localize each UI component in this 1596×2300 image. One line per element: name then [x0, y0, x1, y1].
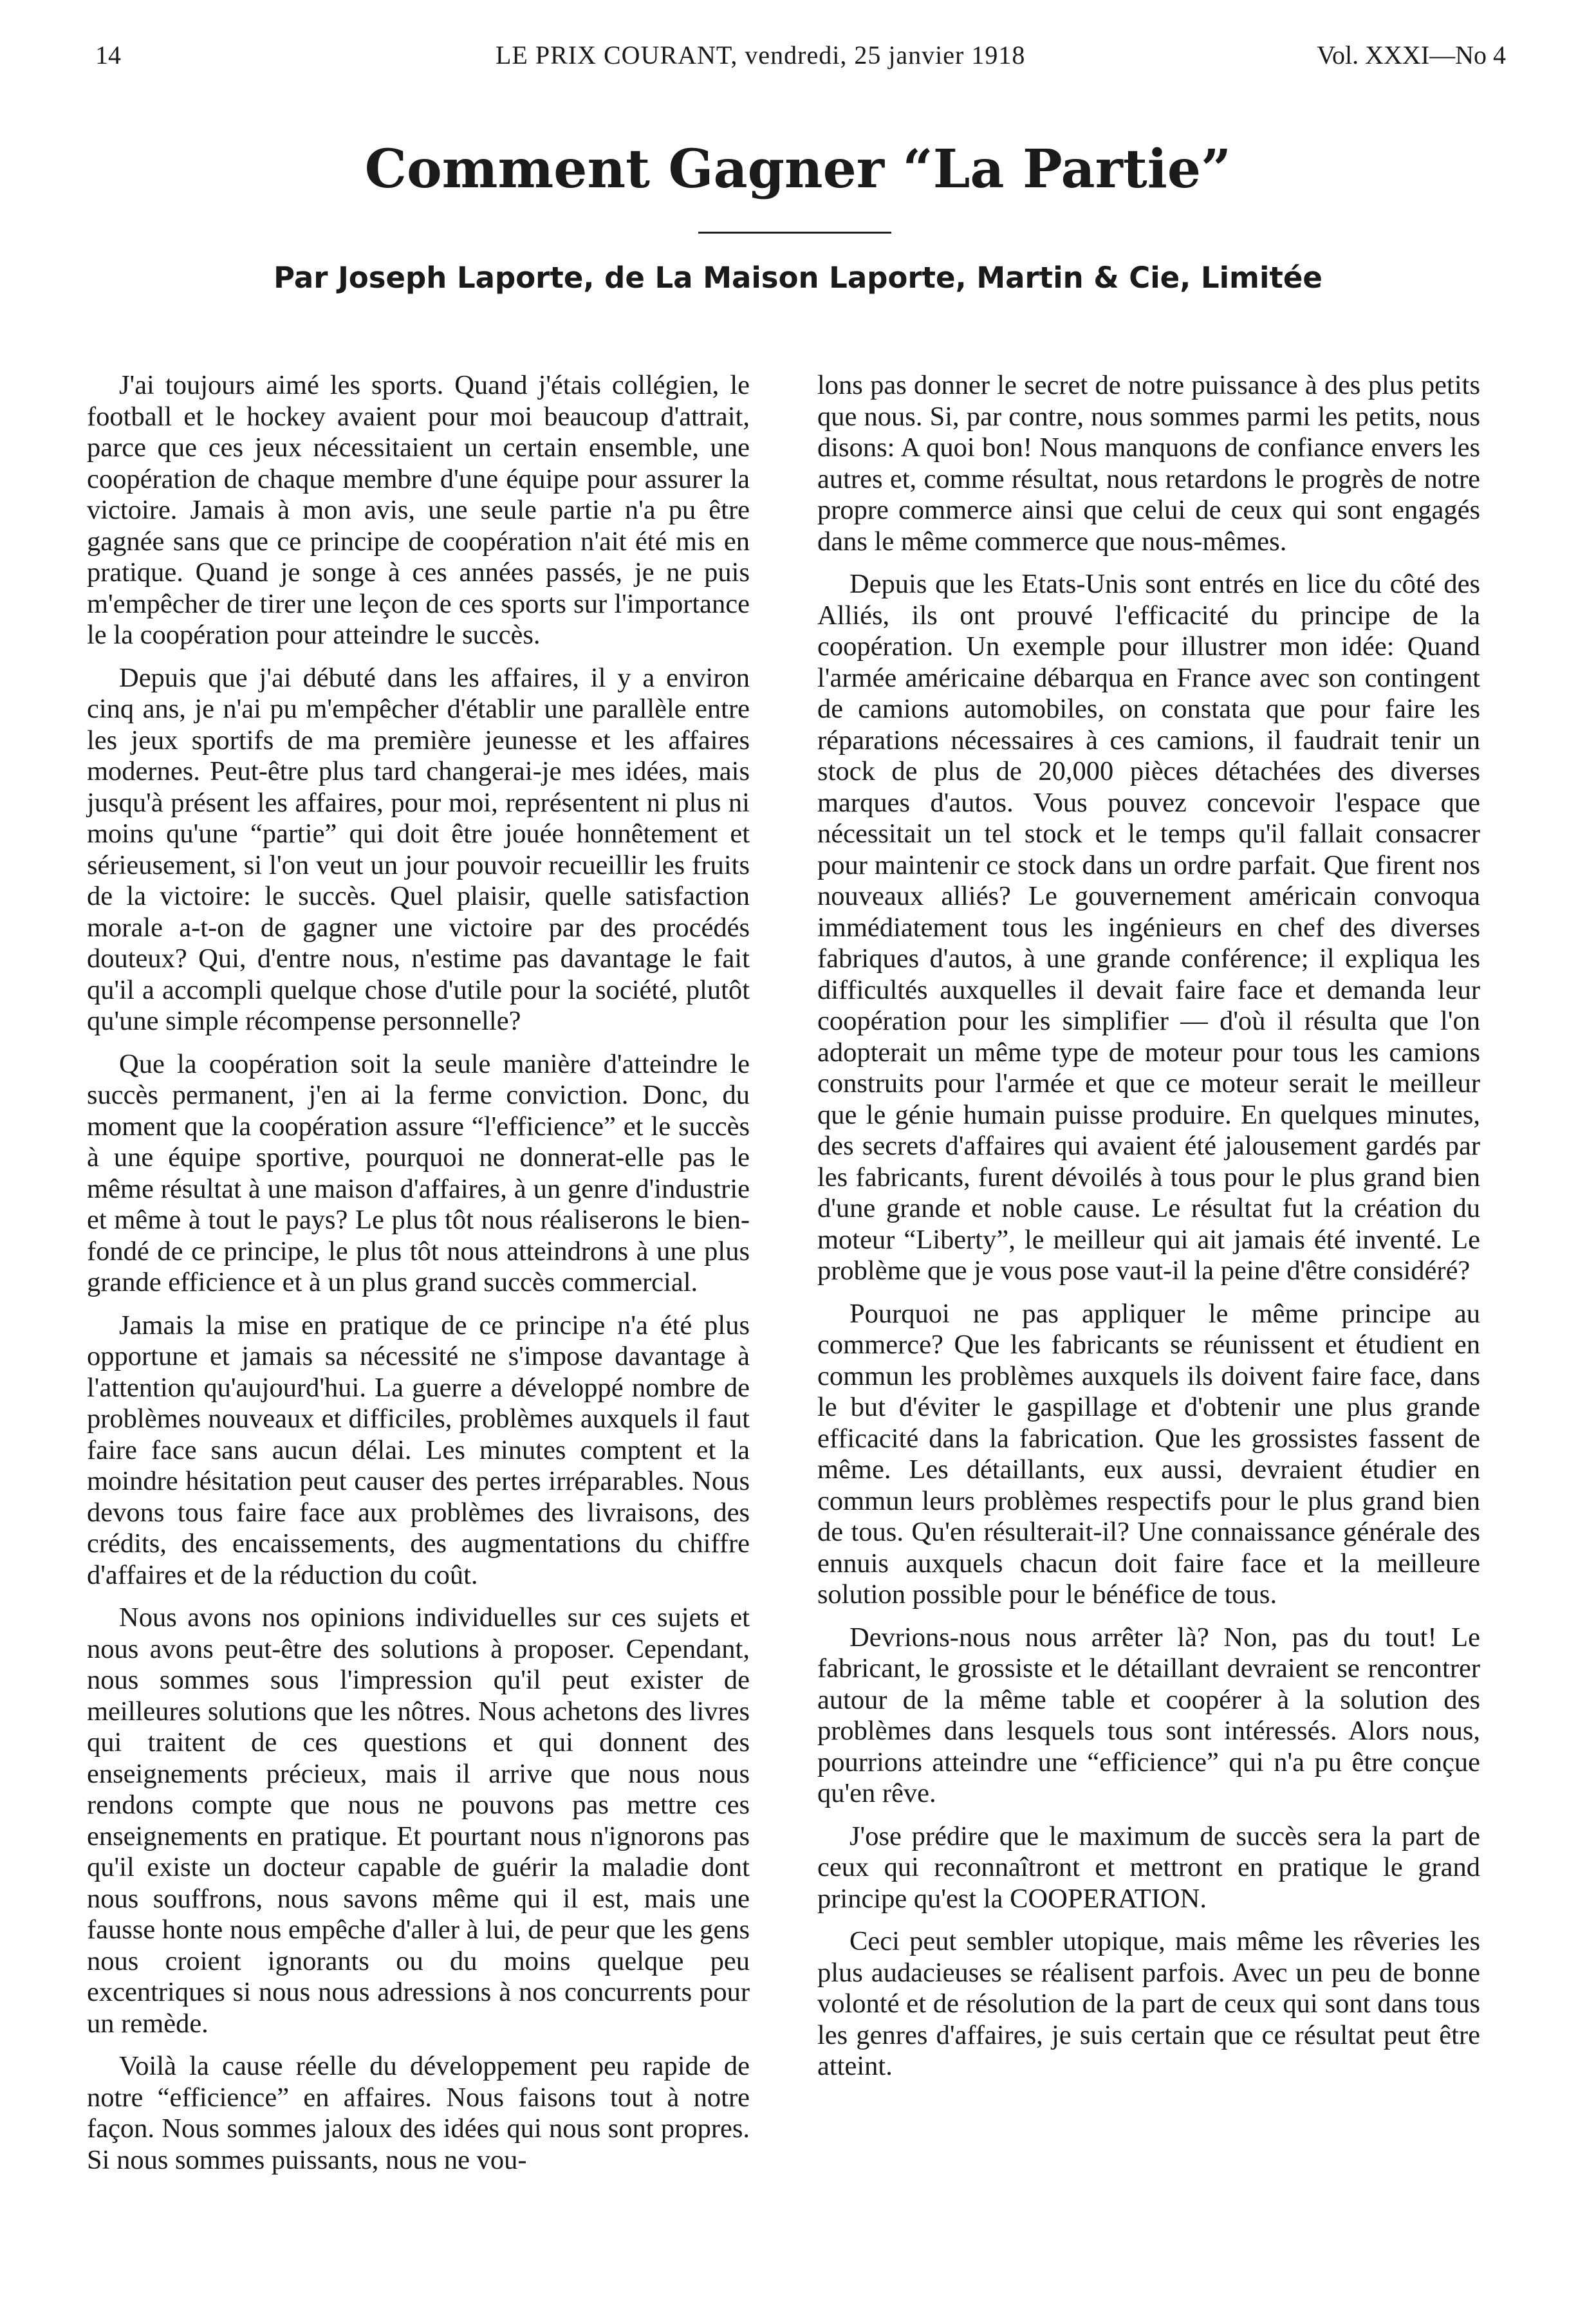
volume-number: Vol. XXXI—No 4 [1317, 41, 1506, 70]
paragraph: Devrions-nous nous arrêter là? Non, pas du tout! Le fabricant, le grossiste et le détaillant devraient se rencontrer autour de la même table et coopérer à la solution des problèmes dans lesquels tous sont intéressés. Alors nous, pourrions atteindre une “efficience” qui n'a pu être conçue qu'en rêve. [817, 1622, 1480, 1808]
running-header [0, 40, 1596, 79]
paragraph-continuation: lons pas donner le secret de notre puissance à des plus petits que nous. Si, par contre, nous sommes parmi les petits, nous disons: A quoi bon! Nous manquons de confiance envers les autres et, comme résultat, nous retardons le progrès de notre propre commerce ainsi que celui de ceux qui sont engagés dans le même commerce que nous-mêmes. [817, 370, 1480, 557]
paragraph: Depuis que j'ai débuté dans les affaires, il y a environ cinq ans, je n'ai pu m'empêcher d'établir une parallèle entre les jeux sportifs de ma première jeunesse et les affaires modernes. Peut-être plus tard changerai-je mes idées, mais jusqu'à présent les affaires, pour moi, représentent ni plus ni moins qu'une “partie” qui doit être jouée honnêtement et sérieusement, si l'on veut un jour pouvoir recueillir les fruits de la victoire: le succès. Quel plaisir, quelle satisfaction morale a-t-on de gagner une victoire par des procédés douteux? Qui, d'entre nous, n'estime pas davantage le fait qu'il a accompli quelque chose d'utile pour la société, plutôt qu'une simple récompense personnelle? [87, 662, 750, 1036]
paragraph: Depuis que les Etats-Unis sont entrés en lice du côté des Alliés, ils ont prouvé l'efficacité du principe de la coopération. Un exemple pour illustrer mon idée: Quand l'armée américaine débarqua en France avec son contingent de camions automobiles, on constata que pour faire les réparations nécessaires à ces camions, il faudrait tenir un stock de plus de 20,000 pièces détachées des diverses marques d'autos. Vous pouvez concevoir l'espace que nécessitait un tel stock et le temps qu'il fallait consacrer pour maintenir ce stock dans un ordre parfait. Que firent nos nouveaux alliés? Le gouvernement américain convoqua immédiatement tous les ingénieurs en chef des diverses fabriques d'autos, à une grande conférence; il expliqua les difficultés auxquelles il devait faire face et demanda leur coopération pour les simplifier — d'où il résulta que l'on adopterait un même type de moteur pour tous les camions construits pour l'armée et que ce moteur serait le meilleur que le génie humain puisse produire. En quelques minutes, des secrets d'affaires qui avaient été jalousement gardés par les fabricants, furent dévoilés à tous pour le plus grand bien d'une grande et noble cause. Le résultat fut la création du moteur “Liberty”, le meilleur qui ait jamais été inventé. Le problème que je vous pose vaut-il la peine d'être considéré? [817, 569, 1480, 1286]
paragraph: Pourquoi ne pas appliquer le même principe au commerce? Que les fabricants se réunissent et étudient en commun les problèmes auxquels ils doivent faire face, dans le but d'éviter le gaspillage et d'obtenir une plus grande efficacité dans la fabrication. Que les grossistes fassent de même. Les détaillants, eux aussi, devraient étudier en commun leurs problèmes respectifs pour le plus grand bien de tous. Qu'en résulterait-il? Une connaissance générale des ennuis auxquels chacun doit faire face et la meilleure solution possible pour le bénéfice de tous. [817, 1298, 1480, 1609]
paragraph: Ceci peut sembler utopique, mais même les rêveries les plus audacieuses se réalisent parfois. Avec un peu de bonne volonté et de résolution de la part de ceux qui sont dans tous les genres d'affaires, je suis certain que ce résultat peut être atteint. [817, 1926, 1480, 2081]
paragraph: Nous avons nos opinions individuelles sur ces sujets et nous avons peut-être des solutions à proposer. Cependant, nous sommes sous l'impression qu'il peut exister de meilleures solutions que les nôtres. Nous achetons des livres qui traitent de ces questions et qui donnent des enseignements précieux, mais il arrive que nous nous rendons compte que nous ne pouvons pas mettre ces enseignements en pratique. Et pourtant nous n'ignorons pas qu'il existe un docteur capable de guérir la maladie dont nous souffrons, nous savons même qui il est, mais une fausse honte nous empêche d'aller à lui, de peur que les gens nous croient ignorants ou du moins quelque peu excentriques si nous nous adressions à nos concurrents pour un remède. [87, 1602, 750, 2039]
paragraph: Jamais la mise en pratique de ce principe n'a été plus opportune et jamais sa nécessité ne s'impose davantage à l'attention qu'aujourd'hui. La guerre a développé nombre de problèmes nouveaux et difficiles, problèmes auxquels il faut faire face sans aucun délai. Les minutes comptent et la moindre hésitation peut causer des pertes irréparables. Nous devons tous faire face aux problèmes des livraisons, des crédits, des encaissements, des augmentations du chiffre d'affaires et de la réduction du coût. [87, 1310, 750, 1590]
title-divider [698, 232, 891, 234]
right-column [817, 370, 1480, 2094]
article-title: Comment Gagner “La Partie” [364, 138, 1232, 200]
publication-line: LE PRIX COURANT, vendredi, 25 janvier 1918 [496, 41, 1026, 70]
paragraph: Voilà la cause réelle du développement peu rapide de notre “efficience” en affaires. Nous faisons tout à notre façon. Nous sommes jaloux des idées qui nous sont propres. Si nous sommes puissants, nous ne vou- [87, 2051, 750, 2175]
paragraph: J'ai toujours aimé les sports. Quand j'étais collégien, le football et le hockey avaient pour moi beaucoup d'attrait, parce que ces jeux nécessitaient un certain ensemble, une coopération de chaque membre d'une équipe pour assurer la victoire. Jamais à mon avis, une seule partie n'a pu être gagnée sans que ce principe de coopération n'ait été mis en pratique. Quand je songe à ces années passés, je ne puis m'empêcher de tirer une leçon de ces sports sur l'importance le la coopération pour atteindre le succès. [87, 370, 750, 650]
article-byline: Par Joseph Laporte, de La Maison Laporte, Martin & Cie, Limitée [274, 261, 1322, 295]
page-number: 14 [95, 41, 121, 70]
paragraph: Que la coopération soit la seule manière d'atteindre le succès permanent, j'en ai la ferme conviction. Donc, du moment que la coopération assure “l'efficience” et le succès à une équipe sportive, pourquoi ne donnerat-elle pas le même résultat à une maison d'affaires, à un genre d'industrie et même à tout le pays? Le plus tôt nous réaliserons le bien-fondé de ce principe, le plus tôt nous atteindrons à une plus grande efficience et à un plus grand succès commercial. [87, 1048, 750, 1297]
paragraph: J'ose prédire que le maximum de succès sera la part de ceux qui reconnaîtront et mettront en pratique le grand principe qu'est la COOPERATION. [817, 1821, 1480, 1914]
left-column [87, 370, 750, 2187]
